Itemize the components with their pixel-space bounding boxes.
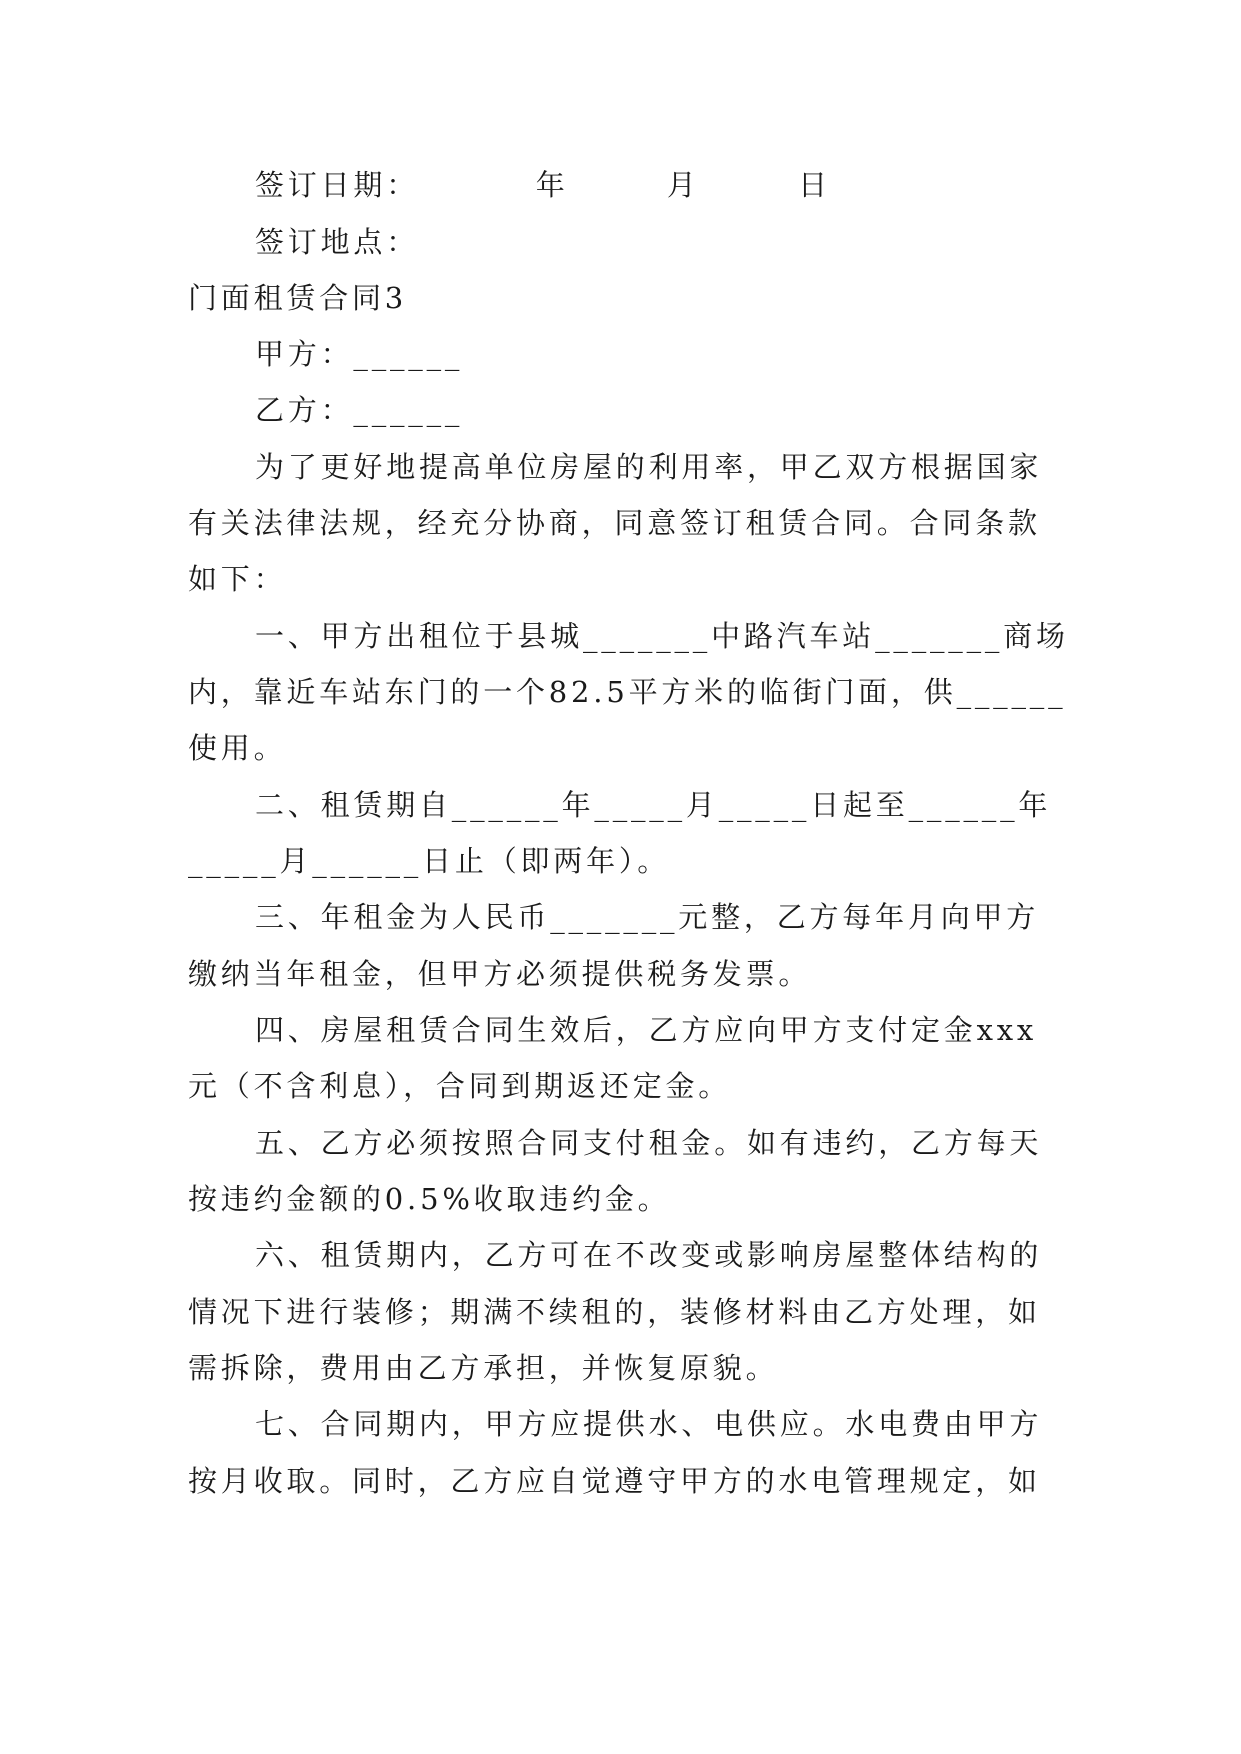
intro-paragraph-line-2: 有关法律法规，经充分协商，同意签订租赁合同。合同条款 [188, 506, 1041, 540]
clause-7-line-2: 按月收取。同时，乙方应自觉遵守甲方的水电管理规定，如 [188, 1464, 1041, 1498]
clause-5-line-1: 五、乙方必须按照合同支付租金。如有违约，乙方每天 [255, 1126, 1043, 1160]
clause-5-line-2: 按违约金额的0.5%收取违约金。 [188, 1182, 671, 1216]
clause-3-line-1: 三、年租金为人民币_______元整，乙方每年月向甲方 [255, 900, 1040, 934]
clause-1-line-3: 使用。 [188, 731, 287, 765]
clause-4-line-2: 元（不含利息），合同到期返还定金。 [188, 1069, 732, 1103]
clause-6-line-2: 情况下进行装修；期满不续租的，装修材料由乙方处理，如 [188, 1295, 1041, 1329]
signing-place-line: 签订地点： [255, 225, 420, 259]
intro-paragraph-line-3: 如下： [188, 562, 287, 596]
contract-title: 门面租赁合同3 [188, 281, 408, 315]
clause-1-line-2: 内，靠近车站东门的一个82.5平方米的临街门面，供______ [188, 675, 1067, 709]
party-b-line: 乙方：______ [255, 393, 464, 427]
clause-2-line-2: _____月______日止（即两年）。 [188, 844, 671, 878]
clause-4-line-1: 四、房屋租赁合同生效后，乙方应向甲方支付定金xxx [255, 1013, 1038, 1047]
clause-6-line-1: 六、租赁期内，乙方可在不改变或影响房屋整体结构的 [255, 1238, 1043, 1272]
clause-1-line-1: 一、甲方出租位于县城_______中路汽车站_______商场 [255, 619, 1069, 653]
party-a-line: 甲方：______ [255, 337, 464, 371]
intro-paragraph-line-1: 为了更好地提高单位房屋的利用率，甲乙双方根据国家 [255, 450, 1043, 484]
clause-2-line-1: 二、租赁期自______年_____月_____日起至______年 [255, 788, 1052, 822]
clause-6-line-3: 需拆除，费用由乙方承担，并恢复原貌。 [188, 1351, 779, 1385]
signing-date-line: 签订日期： 年 月 日 [255, 168, 831, 202]
clause-3-line-2: 缴纳当年租金，但甲方必须提供税务发票。 [188, 957, 812, 991]
clause-7-line-1: 七、合同期内，甲方应提供水、电供应。水电费由甲方 [255, 1407, 1043, 1441]
